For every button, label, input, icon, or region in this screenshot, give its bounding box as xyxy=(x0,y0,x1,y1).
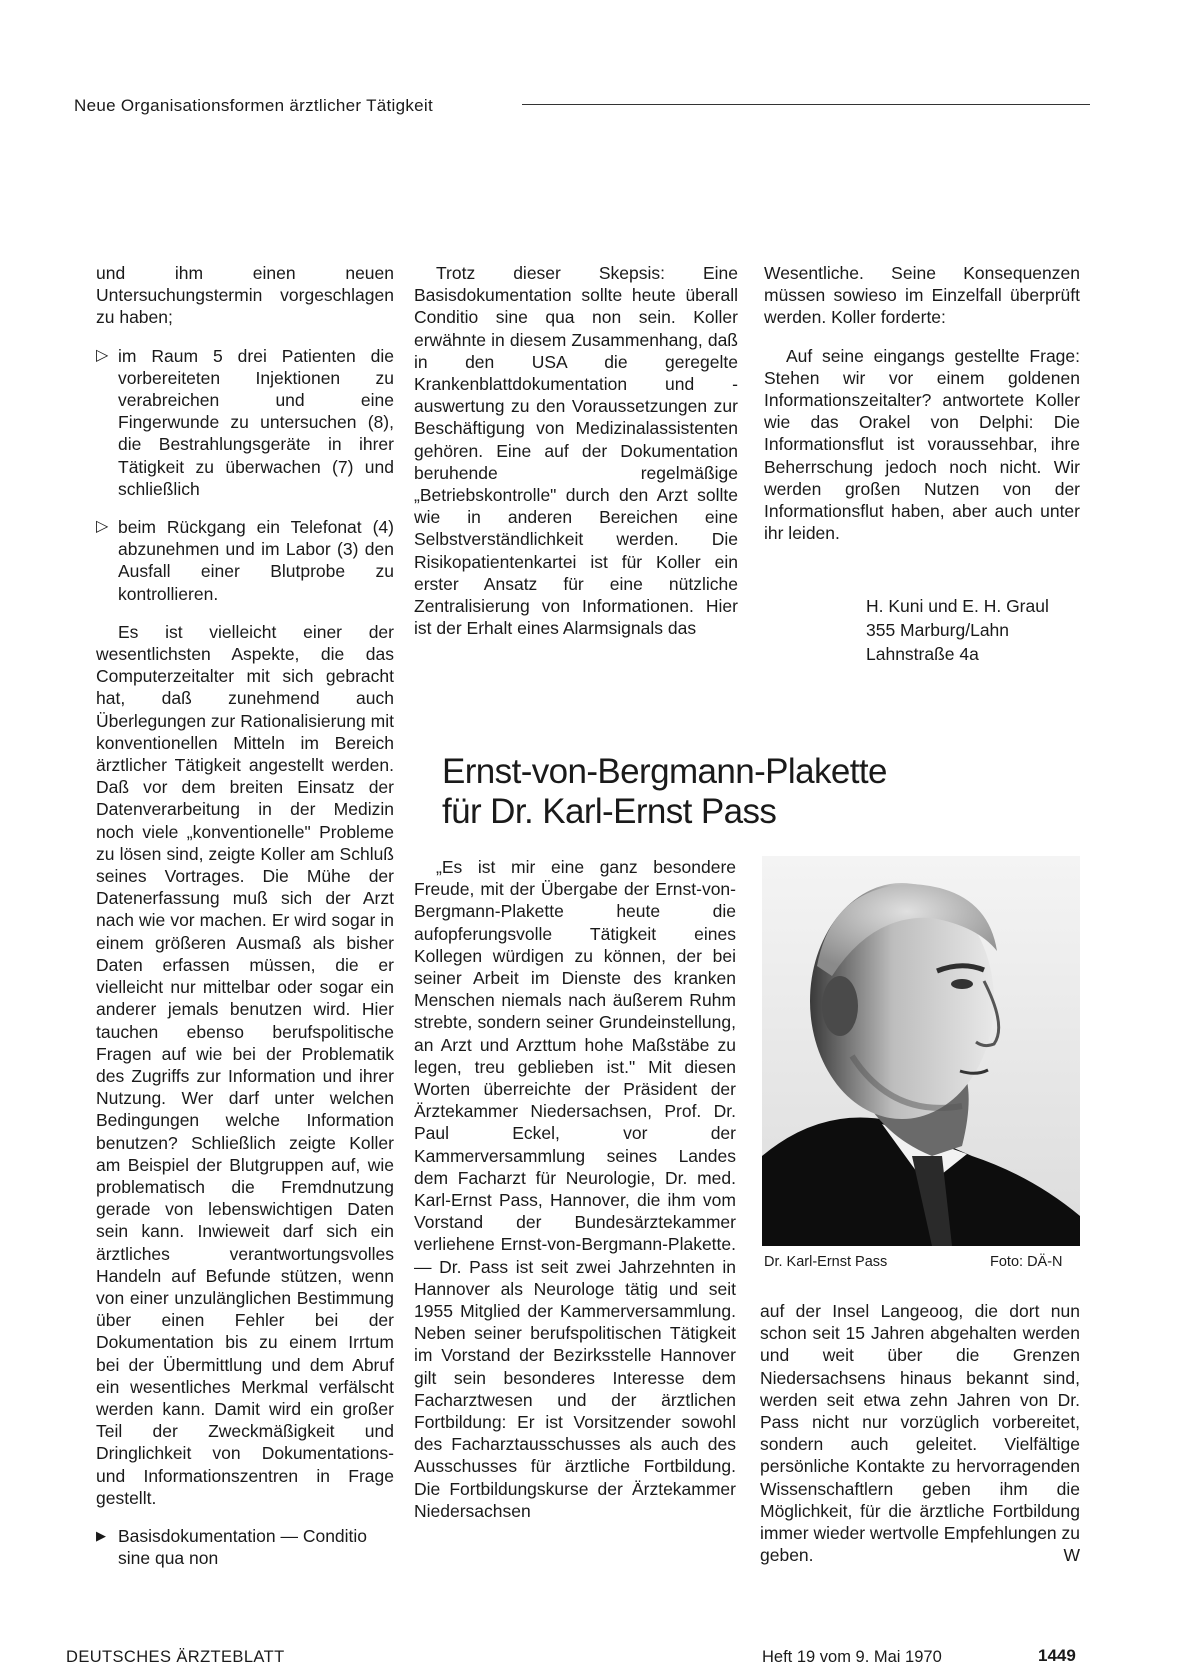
portrait-photo xyxy=(762,856,1080,1246)
bullet-text-1: im Raum 5 drei Patienten die vorbereiteten Injektionen zu verabreichen und eine Fingerwunde zu untersuchen (8), die Bestrahlungsgeräte in ihrer Tätigkeit zu überwachen (7) und schließlich xyxy=(118,345,394,499)
section-subheading xyxy=(96,1525,394,1569)
list-item xyxy=(96,345,394,500)
page-number: 1449 xyxy=(1038,1646,1076,1665)
article2-body-a: „Es ist mir eine ganz besondere Freude, mit der Übergabe der Ernst-von-Bergmann-Plakette heute die aufopferungsvolle Tätigkeit eines Kollegen würdigen zu können, der bei seiner Arbeit im Dienste des kranken Menschen niemals nach äußerem Ruhm strebte, sondern seiner Grundeinstellung, an Arzt und Arzttum hohe Maßstäbe zu legen, treu geblieben ist." Mit diesen Worten überreichte der Präsident der Ärztekammer Niedersachsen, Prof. Dr. Paul Eckel, vor der Kammerversammlung seines Landes dem Facharzt für Neurologie, Dr. med. Karl-Ernst Pass, Hannover, die ihm vom Vorstand der Bundesärztekammer verliehene Ernst-von-Bergmann-Plakette. — Dr. Pass ist seit zwei Jahrzehnten in Hannover als Neurologe tätig und seit 1955 Mitglied der Kammerversammlung. Neben seiner berufspolitischen Tätigkeit im Vorstand der Bezirksstelle Hannover gilt sein besonderes Interesse dem Facharztwesen und der ärztlichen Fortbildung: Er ist Vorsitzender sowohl des Facharztausschusses als auch des Ausschusses für ärztliche Fortbildung. Die Fortbildungskurse der Ärztekammer Niedersachsen xyxy=(414,857,736,1521)
journal-name: DEUTSCHES ÄRZTEBLATT xyxy=(66,1648,285,1666)
col3-paragraph-2: Auf seine eingangs gestellte Frage: Stehen wir vor einem goldenen Informationszeitalter? antwortete Koller wie das Orakel von Delphi: Die Informationsflut ist voraussehbar, ihre Beherrschung jedoch noch nicht. Wir werden großen Nutzen von der Informationsflut haben, aber auch unter ihr leiden. xyxy=(764,345,1080,544)
bullet-text-2: beim Rückgang ein Telefonat (4) abzunehmen und im Labor (3) den Ausfall einer Blutprobe zu kontrollieren. xyxy=(118,517,394,604)
column-3 xyxy=(764,262,1080,544)
article2-body-b xyxy=(760,1300,1080,1566)
col1-paragraph-2: Es ist vielleicht einer der wesentlichsten Aspekte, die das Computerzeitalter mit sich gebracht hat, daß zunehmend auch Überlegungen zur Rationalisierung mit konventionellen Mitteln im Bereich ärztlicher Tätigkeit angestellt werden. Daß vor dem breiten Einsatz der Datenverarbeitung in der Medizin noch viele „konventionelle" Probleme zu lösen sind, zeigte Koller am Schluß seines Vortrages. Die Mühe der Datenerfassung muß sich der Arzt nach wie vor machen. Er wird sogar in einem größeren Ausmaß als bisher Daten erfassen müssen, die er vielleicht nur mittelbar oder sogar ein anderer jemals benutzen wird. Hier tauchen ebenso berufspolitische Fragen auf wie bei der Problematik des Zugriffs zur Information und ihrer Nutzung. Wer darf unter welchen Bedingungen welche Information benutzen? Schließlich zeigte Koller am Beispiel der Blutgruppen auf, wie problematisch die Fremdnutzung gerade von lebenswichtigen Daten sein kann. Inwieweit darf sich ein ärztliches verantwortungsvolles Handeln auf Befunde stützen, wenn von einer unzulänglichen Bestimmung über einen Fehler bei der Dokumentation bis zu einem Irrtum bei der Übermittlung und dem Abruf ein wesentliches Merkmal verfälscht werden kann. Damit wird ein großer Teil der Zweckmäßigkeit und Dringlichkeit von Dokumentations- und Informationszentren in Frage gestellt. xyxy=(96,621,394,1508)
col2-paragraph-1: Trotz dieser Skepsis: Eine Basisdokumentation sollte heute überall Conditio sine qua non sein. Koller erwähnte in diesem Zusammenhang, daß in den USA die geregelte Krankenblattdokumentation und -auswertung zu den Voraussetzungen zur Beschäftigung von Medizinalassistenten gehören. Eine auf der Dokumentation beruhende regelmäßige „Betriebskontrolle" durch den Arzt sollte wie in anderen Bereichen eine Selbstverständlichkeit werden. Die Risikopatientenkartei ist für Koller ein erster Ansatz für eine nützliche Zentralisierung von Informationen. Hier ist der Erhalt eines Alarmsignals das xyxy=(414,263,738,639)
portrait-image xyxy=(762,856,1080,1246)
title-line-2: für Dr. Karl-Ernst Pass xyxy=(442,792,777,831)
col3-paragraph-1: Wesentliche. Seine Konsequenzen müssen sowieso im Einzelfall überprüft werden. Koller forderte: xyxy=(764,263,1080,328)
filled-triangle-icon: ▶ xyxy=(96,1527,106,1543)
col1-paragraph-1: und ihm einen neuen Untersuchungstermin vorgeschlagen zu haben; xyxy=(96,263,394,328)
running-title: Neue Organisationsformen ärztlicher Tätigkeit xyxy=(74,96,434,115)
header-rule xyxy=(522,104,1090,105)
title-line-1: Ernst-von-Bergmann-Plakette xyxy=(442,752,887,791)
photo-caption: Dr. Karl-Ernst Pass xyxy=(764,1254,888,1270)
subheading-text: Basisdokumentation — Conditio sine qua non xyxy=(118,1525,368,1569)
article2-column-a xyxy=(414,856,736,1522)
issue-info: Heft 19 vom 9. Mai 1970 xyxy=(762,1648,942,1666)
article2-body-b-text: auf der Insel Langeoog, die dort nun schon seit 15 Jahren abgehalten werden und weit über die Grenzen Niedersachsens hinaus bekannt sind, werden seit etwa zehn Jahren von Dr. Pass nicht nur vorzüglich vorbereitet, sondern auch geleitet. Vielfältige persönliche Kontakte zu hervorragenden Wissenschaftlern geben ihm die Möglichkeit, für die ärztliche Fortbildung immer wieder wertvolle Empfehlungen zu geben. xyxy=(760,1301,1080,1566)
author-signature xyxy=(866,594,1049,666)
list-item xyxy=(96,516,394,605)
end-mark: W xyxy=(1063,1545,1080,1566)
article-title xyxy=(442,752,887,832)
column-1 xyxy=(96,262,394,1569)
sig-authors: H. Kuni und E. H. Graul xyxy=(866,596,1049,616)
column-2 xyxy=(414,262,738,639)
open-triangle-icon: ▷ xyxy=(96,346,109,364)
photo-credit: Foto: DÄ-N xyxy=(990,1254,1063,1270)
sig-city: 355 Marburg/Lahn xyxy=(866,620,1010,640)
article2-column-b xyxy=(760,1300,1080,1566)
sig-street: Lahnstraße 4a xyxy=(866,644,979,664)
open-triangle-icon: ▷ xyxy=(96,518,109,536)
